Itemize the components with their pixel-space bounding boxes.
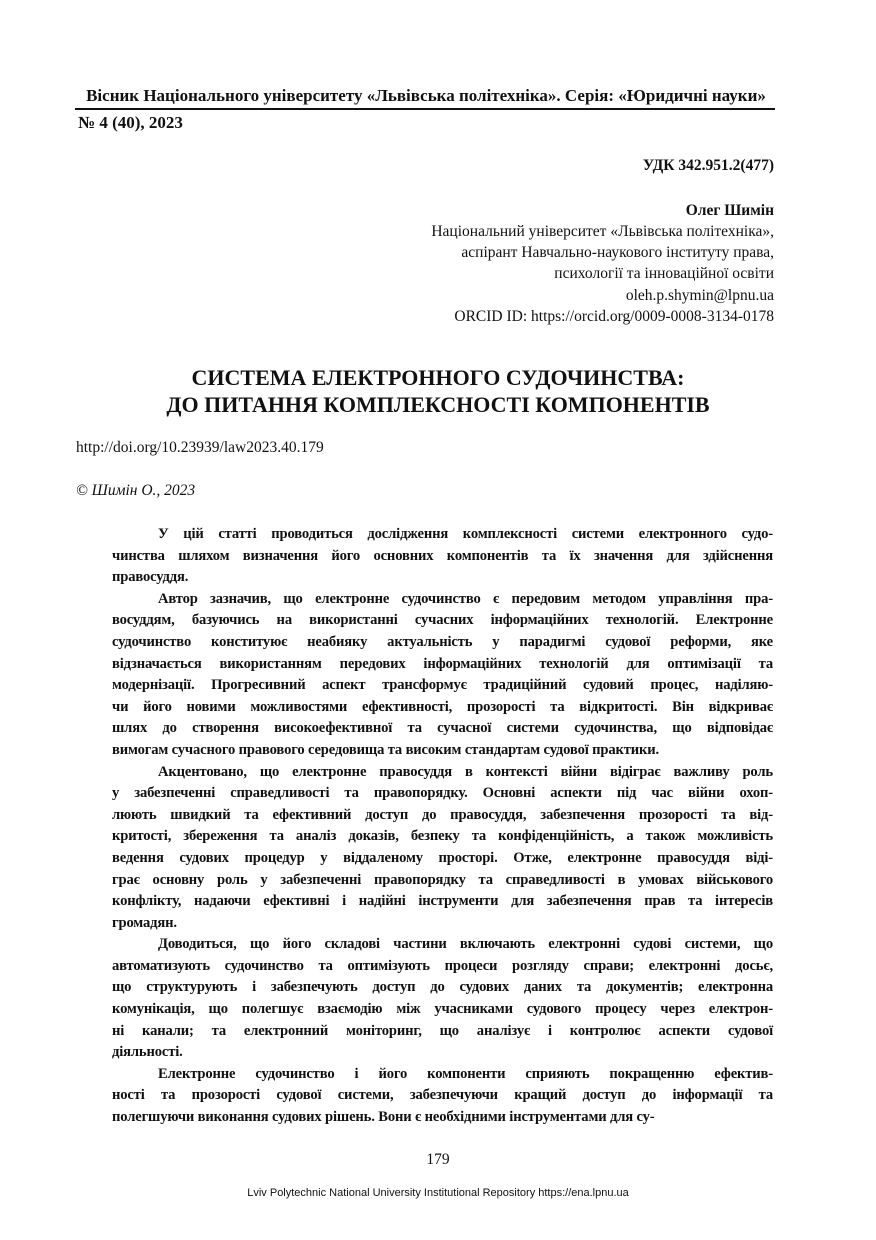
abstract-line: шлях до створення високоефективної та сучасної системи судочинства, що відповідає bbox=[112, 720, 773, 737]
abstract-line: ні канали; та електронний моніторинг, що аналізує і контролює аспекти судової bbox=[112, 1022, 773, 1039]
abstract-line: автоматизують судочинство та оптимізують процеси розгляду справи; електронні досьє, bbox=[112, 957, 773, 974]
abstract-line: у забезпеченні справедливості та правопорядку. Основні аспекти під час війни охоп- bbox=[112, 785, 773, 802]
article-title-line: ДО ПИТАННЯ КОМПЛЕКСНОСТІ КОМПОНЕНТІВ bbox=[166, 392, 710, 417]
abstract-line: судочинство конституює неабияку актуальність у парадигмі судової реформи, яке bbox=[112, 633, 773, 650]
abstract-line: Акцентовано, що електронне правосуддя в контексті війни відіграє важливу роль bbox=[158, 763, 773, 780]
abstract-line: чи його новими можливостями ефективності, прозорості та відкритості. Він відкриває bbox=[112, 698, 773, 715]
issue-number: № 4 (40), 2023 bbox=[78, 113, 183, 132]
abstract-line: що структурують і забезпечують доступ до судових даних та документів; електронна bbox=[112, 979, 773, 996]
abstract-paragraph bbox=[112, 934, 773, 1064]
article-title bbox=[0, 364, 876, 418]
abstract-line: восуддям, базуючись на використанні сучасних інформаційних технологій. Електронне bbox=[112, 612, 773, 629]
repository-footer: Lviv Polytechnic National University Institutional Repository https://ena.lpnu.ua bbox=[247, 1187, 629, 1199]
abstract-line: діяльності. bbox=[112, 1044, 183, 1061]
page-number: 179 bbox=[426, 1151, 450, 1168]
author-position: аспірант Навчально-наукового інституту права, bbox=[461, 244, 774, 261]
abstract-line: модернізації. Прогресивний аспект трансформує традиційний судовий процес, наділяю- bbox=[112, 677, 773, 694]
author-orcid[interactable]: ORCID ID: https://orcid.org/0009-0008-3134-0178 bbox=[454, 308, 774, 325]
abstract-line: правосуддя. bbox=[112, 569, 189, 586]
abstract-paragraph bbox=[112, 1064, 773, 1129]
abstract-line: У цій статті проводиться дослідження комплексності системи електронного судо- bbox=[158, 526, 773, 542]
abstract bbox=[112, 524, 773, 1129]
abstract-line: Автор зазначив, що електронне судочинство є передовим методом управління пра- bbox=[158, 590, 773, 607]
copyright: © Шимін О., 2023 bbox=[76, 482, 196, 499]
abstract-line: відзначається використанням передових інформаційних технологій для оптимізації та bbox=[112, 655, 773, 672]
abstract-line: полегшуючи виконання судових рішень. Вони є необхідними інструментами для су- bbox=[112, 1109, 655, 1126]
abstract-paragraph bbox=[112, 762, 773, 935]
udc-code: УДК 342.951.2(477) bbox=[642, 157, 774, 174]
abstract-line: Електронне судочинство і його компоненти сприяють покращенню ефектив- bbox=[158, 1065, 773, 1082]
header-divider bbox=[75, 108, 775, 110]
abstract-line: критості, збереження та аналіз доказів, безпеку та конфіденційність, а також можливість bbox=[112, 828, 773, 845]
author-institute: психології та інноваційної освіти bbox=[554, 265, 774, 282]
abstract-line: люють швидкий та ефективний доступ до правосуддя, забезпечення прозорості та від- bbox=[112, 806, 773, 823]
abstract-paragraph bbox=[112, 589, 773, 762]
author-email[interactable]: oleh.p.shymin@lpnu.ua bbox=[625, 287, 774, 304]
abstract-line: громадян. bbox=[112, 914, 177, 931]
abstract-line: грає основну роль у забезпеченні правопорядку та справедливості в умовах військового bbox=[112, 871, 773, 888]
abstract-line: конфлікту, надаючи ефективні і надійні інструменти для забезпечення прав та інтересів bbox=[112, 893, 773, 910]
abstract-line: комунікація, що полегшує взаємодію між учасниками судового процесу через електрон- bbox=[112, 1001, 773, 1018]
abstract-paragraph bbox=[112, 524, 773, 589]
abstract-line: чинства шляхом визначення його основних компонентів та їх значення для здійснення bbox=[112, 547, 773, 564]
author-name: Олег Шимін bbox=[685, 202, 774, 219]
abstract-line: Доводиться, що його складові частини включають електронні судові системи, що bbox=[158, 936, 773, 953]
abstract-line: ведення судових процедур у віддаленому просторі. Отже, електронне правосуддя віді- bbox=[112, 849, 773, 866]
article-title-line: СИСТЕМА ЕЛЕКТРОННОГО СУДОЧИНСТВА: bbox=[191, 365, 685, 390]
author-affiliation: Національний університет «Львівська політехніка», bbox=[431, 223, 774, 240]
abstract-line: вимогам сучасного правового середовища та високим стандартам судової практики. bbox=[112, 741, 660, 758]
abstract-line: ності та прозорості судової системи, забезпечуючи кращий доступ до інформації та bbox=[112, 1087, 773, 1104]
journal-title: Вісник Національного університету «Львівська політехніка». Серія: «Юридичні науки» bbox=[86, 86, 766, 105]
doi-link[interactable]: http://doi.org/10.23939/law2023.40.179 bbox=[76, 439, 324, 456]
